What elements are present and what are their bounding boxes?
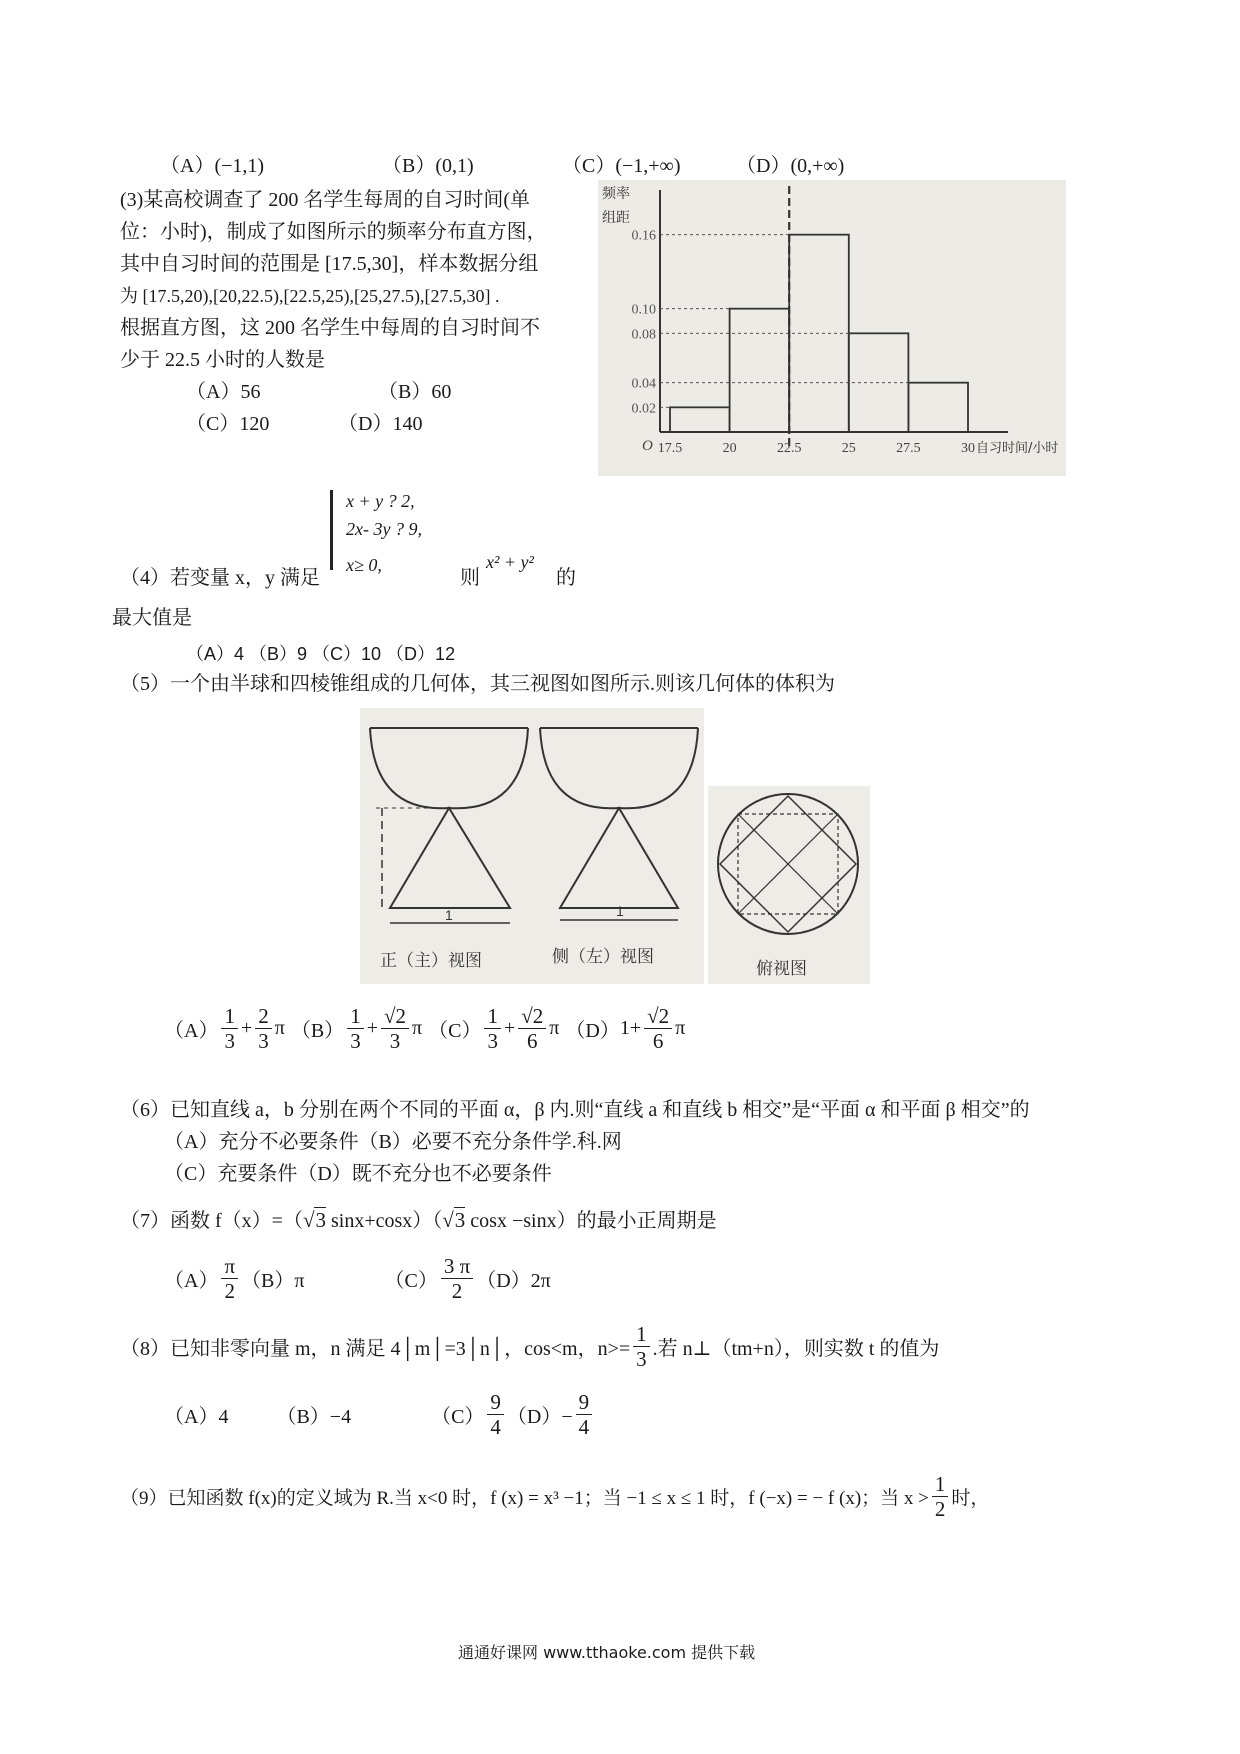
y-tick-label: 0.10 xyxy=(631,302,656,318)
x-tick-label: 17.5 xyxy=(657,441,683,456)
q7-part1: （7）函数 f（x）=（ xyxy=(120,1210,303,1232)
y-axis-label-top: 频率 xyxy=(602,186,630,202)
q9-part2: 时， xyxy=(951,1488,990,1509)
q3-line5: 根据直方图，这 200 名学生中每周的自习时间不 xyxy=(120,317,540,339)
q5-c-label: （C） xyxy=(428,1020,482,1042)
q5-c-frac2: $\frac{√2}{6}$ xyxy=(518,1004,546,1053)
y-tick-label: 0.16 xyxy=(631,228,656,244)
q7-sqrt1: √3 xyxy=(302,1208,326,1232)
q5-a-op: + xyxy=(240,1017,253,1039)
q5-a-label: （A） xyxy=(164,1020,219,1042)
x-tick-label: 25 xyxy=(841,441,856,456)
q8-part1: （8）已知非零向量 m，n 满足 4│m│=3│n│，cos<m，n>= xyxy=(120,1338,631,1360)
q5-c-pi: π xyxy=(549,1017,560,1039)
q5-options xyxy=(164,1004,685,1053)
q5-c-frac1: $\frac{1}{3}$ xyxy=(484,1004,501,1053)
q5-a-pi: π xyxy=(274,1017,285,1039)
q5-c-op: + xyxy=(503,1017,516,1039)
histogram-svg xyxy=(598,180,1066,476)
q4-options: （A）4 （B）9 （C）10 （D）12 xyxy=(186,644,456,664)
x-axis-label: 自习时间/小时 xyxy=(976,441,1059,456)
q7-c-frac: $\frac{3 \pi}{2}$ xyxy=(441,1254,473,1303)
q7-a-frac: $\frac{\pi}{2}$ xyxy=(221,1254,238,1303)
q3-option-d: （D）140 xyxy=(338,413,423,435)
q4-tail: 的 xyxy=(556,567,576,589)
q7-part3: cosx −sinx）的最小正周期是 xyxy=(465,1210,717,1232)
q3-line2: 位：小时)，制成了如图所示的频率分布直方图， xyxy=(120,221,547,243)
q3-option-c: （C）120 xyxy=(186,413,270,435)
q6-line2: （A）充分不必要条件（B）必要不充分条件学.科.网 xyxy=(164,1131,622,1153)
front-side-views-svg xyxy=(360,708,704,984)
x-tick-label: 22.5 xyxy=(776,441,802,456)
side-dim-label: 1 xyxy=(616,903,624,919)
q7-part2: sinx+cosx）（ xyxy=(325,1210,443,1232)
q8-part2: .若 n⊥（tm+n），则实数 t 的值为 xyxy=(652,1338,940,1360)
q8-d-label: （D）− xyxy=(506,1406,573,1428)
q7-a-label: （A） xyxy=(164,1270,219,1292)
system-brace xyxy=(330,490,337,570)
q3-line3: 其中自习时间的范围是 [17.5,30]，样本数据分组 xyxy=(120,253,539,275)
histogram-bar xyxy=(908,383,968,432)
y-tick-label: 0.04 xyxy=(631,376,656,392)
q8-c-frac: $\frac{9}{4}$ xyxy=(487,1390,504,1439)
q5-d-frac: $\frac{√2}{6}$ xyxy=(644,1004,672,1053)
q7-c-label: （C） xyxy=(384,1270,438,1292)
histogram-bar xyxy=(670,407,730,432)
top-view-svg xyxy=(708,786,870,984)
q5-stem: （5）一个由半球和四棱锥组成的几何体，其三视图如图所示.则该几何体的体积为 xyxy=(120,673,835,695)
q4-then: 则 xyxy=(460,567,480,589)
q4-line2: 最大值是 xyxy=(112,607,192,629)
q5-d-label: （D） xyxy=(565,1020,620,1042)
x-tick-label: 20 xyxy=(722,441,737,456)
q2-option-c: （C）(−1,+∞) xyxy=(562,155,681,177)
x-tick-label: 27.5 xyxy=(896,441,921,456)
q7-sqrt2: √3 xyxy=(442,1208,466,1232)
q5-b-pi: π xyxy=(412,1017,423,1039)
front-view-label: 正（主）视图 xyxy=(380,951,482,971)
q9-part1: （9）已知函数 f(x)的定义域为 R.当 x<0 时，f (x) = x³ −1；当 −1 ≤ x ≤ 1 时，f (−x) = − f (x)；当 x > xyxy=(120,1488,929,1509)
q9-frac: $\frac{1}{2}$ xyxy=(932,1472,949,1521)
q8-d-frac: $\frac{9}{4}$ xyxy=(576,1390,593,1439)
q5-b-label: （B） xyxy=(290,1020,345,1042)
q8-options xyxy=(164,1390,595,1439)
q3-line6: 少于 22.5 小时的人数是 xyxy=(120,349,325,371)
q3-line4: 为 [17.5,20),[20,22.5),[22.5,25),[25,27.5),[27.5,30] . xyxy=(120,286,500,306)
y-axis-label-bottom: 组距 xyxy=(602,210,630,226)
histogram-bar xyxy=(730,309,790,432)
y-tick-label: 0.08 xyxy=(631,327,656,343)
q8-c-label: （C） xyxy=(431,1406,485,1428)
q9-stem xyxy=(120,1472,989,1521)
q3-line1: (3)某高校调查了 200 名学生每周的自习时间(单 xyxy=(120,189,530,211)
q8-stem xyxy=(120,1322,939,1371)
system-eq-1: x + y ? 2, xyxy=(346,491,415,511)
q8-frac: $\frac{1}{3}$ xyxy=(633,1322,650,1371)
q4-expr: x² + y² xyxy=(486,552,534,572)
page-footer: 通通好课网 www.tthaoke.com 提供下载 xyxy=(458,1643,756,1662)
origin-label: O xyxy=(642,438,653,454)
y-tick-label: 0.02 xyxy=(631,401,656,417)
q3-option-b: （B）60 xyxy=(378,381,452,403)
q6-line3: （C）充要条件（D）既不充分也不必要条件 xyxy=(164,1163,552,1185)
q8-b: （B）−4 xyxy=(276,1406,352,1428)
top-view-label: 俯视图 xyxy=(756,959,807,979)
q2-option-b: （B）(0,1) xyxy=(382,155,474,177)
q5-d-pi: π xyxy=(675,1017,686,1039)
q7-d: （D）2π xyxy=(476,1270,551,1292)
q5-a-frac1: $\frac{1}{3}$ xyxy=(221,1004,238,1053)
q7-options xyxy=(164,1254,551,1303)
q5-b-frac2: $\frac{√2}{3}$ xyxy=(381,1004,409,1053)
q7-b: （B）π xyxy=(241,1270,305,1292)
three-view-front-side-photo xyxy=(360,708,704,984)
q5-b-op: + xyxy=(366,1017,378,1039)
front-dim-label: 1 xyxy=(445,907,453,923)
q2-option-a: （A）(−1,1) xyxy=(160,155,265,177)
q8-a: （A）4 xyxy=(164,1406,229,1428)
system-eq-2: 2x- 3y ? 9, xyxy=(346,519,422,539)
q4-stem: （4）若变量 x，y 满足 xyxy=(120,567,320,589)
q5-a-frac2: $\frac{2}{3}$ xyxy=(255,1004,272,1053)
three-view-top-photo xyxy=(708,786,870,984)
histogram-figure xyxy=(598,180,1066,476)
q5-d-one: 1+ xyxy=(619,1017,642,1039)
q3-option-a: （A）56 xyxy=(186,381,261,403)
q2-option-d: （D）(0,+∞) xyxy=(736,155,845,177)
q7-stem xyxy=(120,1204,717,1237)
x-tick-label: 30 xyxy=(961,441,975,456)
q6-stem: （6）已知直线 a，b 分别在两个不同的平面 α，β 内.则“直线 a 和直线 b 相交”是“平面 α 和平面 β 相交”的 xyxy=(120,1099,1030,1121)
side-view-label: 侧（左）视图 xyxy=(552,947,654,967)
q5-b-frac1: $\frac{1}{3}$ xyxy=(347,1004,364,1053)
system-eq-3: x≥ 0, xyxy=(346,555,382,575)
